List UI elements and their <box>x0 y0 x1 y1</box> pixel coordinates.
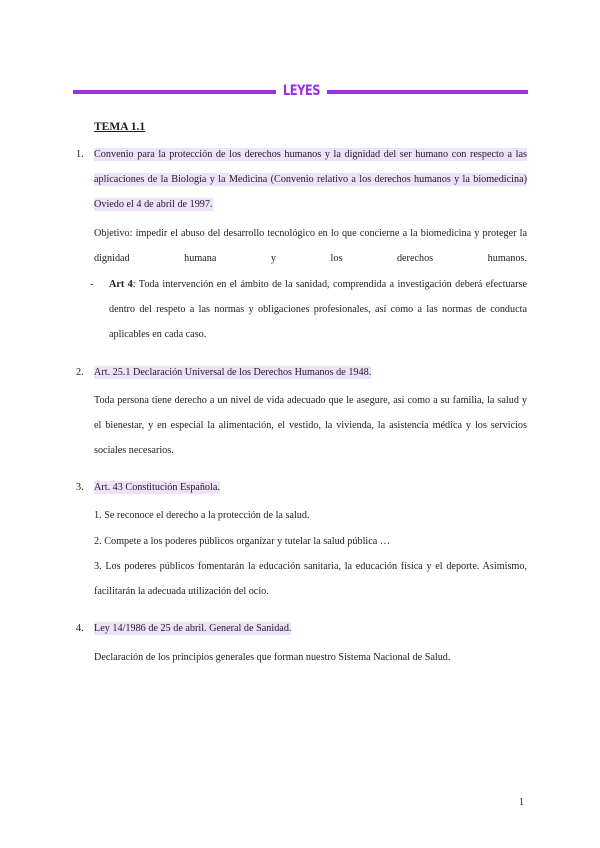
section-2-number: 2. <box>76 367 84 378</box>
section-1-number: 1. <box>76 149 84 160</box>
section-1-bullet <box>109 272 527 347</box>
section-2-title <box>94 360 527 385</box>
bullet-text: : Toda intervención en el ámbito de la sanidad, comprendida a investigación deberá efectuarse dentro del respeto a las normas y obligaciones profesionales, así como a las normas de conducta aplicables en cada caso. <box>109 279 527 340</box>
section-1-title <box>94 142 527 217</box>
section-4-number: 4. <box>76 623 84 634</box>
section-2-title-text: Art. 25.1 Declaración Universal de los Derechos Humanos de 1948. <box>94 367 372 378</box>
section-3-title <box>94 475 527 500</box>
bullet-label: Art 4 <box>109 279 133 290</box>
section-2-body: Toda persona tiene derecho a un nivel de vida adecuado que le asegure, así como a su familia, la salud y el bienestar, y en especial la alimentación, el vestido, la vivienda, la asistencia médica y los servicios sociales necesarios. <box>94 395 527 456</box>
section-3-item-3: 3. Los poderes públicos fomentarán la educación sanitaria, la educación física y el deporte. Asimismo, facilitarán la adecuada utilización del ocio. <box>94 561 527 597</box>
section-4-title-text: Ley 14/1986 de 25 de abril. General de Sanidad. <box>94 623 292 634</box>
section-3-item-2: 2. Compete a los poderes públicos organizar y tutelar la salud pública … <box>94 536 391 547</box>
section-3-item-1: 1. Se reconoce el derecho a la protección de la salud. <box>94 510 310 521</box>
section-1-title-text: Convenio para la protección de los derechos humanos y la dignidad del ser humano con respecto a las aplicaciones de la Biología y la Medicina (Convenio relativo a los derechos humanos y la biomedicina) Oviedo el 4 de abril de 1997. <box>94 149 527 210</box>
section-1-objetivo: Objetivo: impedir el abuso del desarrollo tecnológico en lo que concierne a la biomedicina y proteger la dignidad humana y los derechos humanos. <box>94 228 527 264</box>
tema-heading: TEMA 1.1 <box>94 121 146 133</box>
page-header <box>73 84 528 102</box>
page-number: 1 <box>519 797 524 808</box>
header-rule-right <box>327 90 528 94</box>
bullet-dash: - <box>90 279 94 290</box>
section-4-title <box>94 616 527 641</box>
section-3-number: 3. <box>76 482 84 493</box>
section-3-title-text: Art. 43 Constitución Española. <box>94 482 220 493</box>
section-4-body: Declaración de los principios generales que forman nuestro Sistema Nacional de Salud. <box>94 652 451 663</box>
header-title: LEYES <box>282 83 321 99</box>
header-rule-left <box>73 90 276 94</box>
